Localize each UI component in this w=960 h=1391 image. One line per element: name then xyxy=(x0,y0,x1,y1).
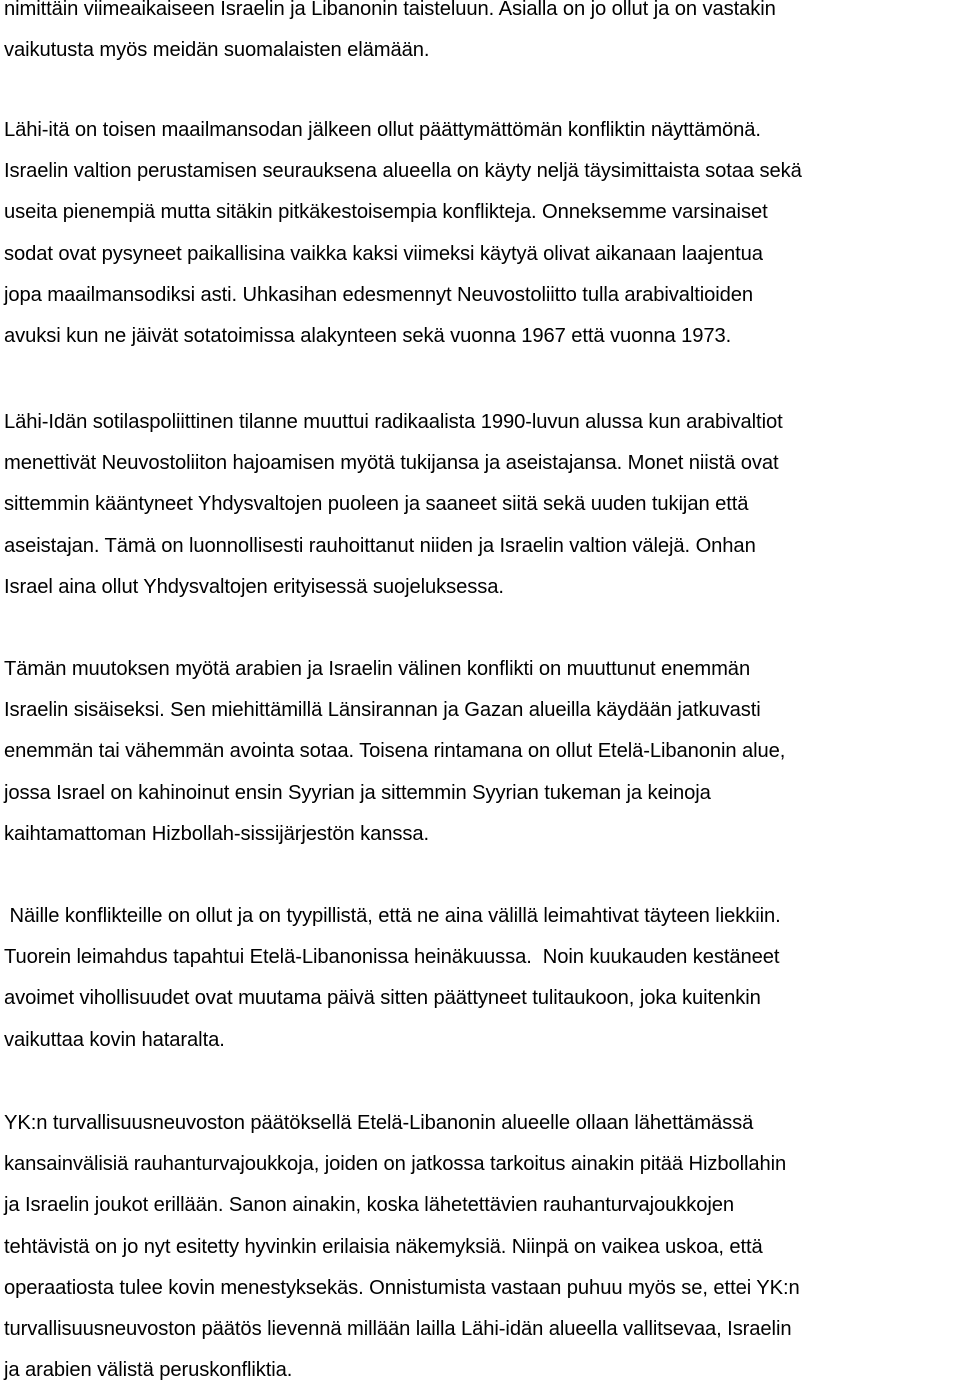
text-line: sodat ovat pysyneet paikallisina vaikka kaksi viimeksi käytyä olivat aikanaan laajentua xyxy=(4,242,763,265)
text-line: turvallisuusneuvoston päätös lievennä millään lailla Lähi-idän alueella vallitsevaa, Israelin xyxy=(4,1318,792,1341)
paragraph-3 xyxy=(4,402,783,608)
text-line: Israelin sisäiseksi. Sen miehittämillä Länsirannan ja Gazan alueilla käydään jatkuvasti xyxy=(4,699,761,722)
text-line: kansainvälisiä rauhanturvajoukkoja, joiden on jatkossa tarkoitus ainakin pitää Hizbollahin xyxy=(4,1153,787,1176)
text-line: Tuorein leimahdus tapahtui Etelä-Libanonissa heinäkuussa. Noin kuukauden kestäneet xyxy=(4,946,780,969)
paragraph-6 xyxy=(4,1103,800,1391)
text-line: aseistajan. Tämä on luonnollisesti rauhoittanut niiden ja Israelin valtion välejä. Onhan xyxy=(4,534,756,557)
text-line: vaikuttaa kovin hataralta. xyxy=(4,1028,225,1051)
text-line: vaikutusta myös meidän suomalaisten elämään. xyxy=(4,39,430,62)
text-line: ja arabien välistä peruskonfliktia. xyxy=(4,1359,293,1382)
paragraph-5 xyxy=(4,896,781,1061)
text-line: YK:n turvallisuusneuvoston päätöksellä Etelä-Libanonin alueelle ollaan lähettämässä xyxy=(4,1112,754,1134)
text-line: useita pienempiä mutta sitäkin pitkäkestoisempia konflikteja. Onneksemme varsinaiset xyxy=(4,201,768,224)
text-line: Lähi-itä on toisen maailmansodan jälkeen ollut päättymättömän konfliktin näyttämönä. xyxy=(4,119,761,141)
text-line: Israelin valtion perustamisen seurauksena alueella on käyty neljä täysimittaista sotaa sekä xyxy=(4,160,802,183)
text-line: jossa Israel on kahinoinut ensin Syyrian ja sittemmin Syyrian tukeman ja keinoja xyxy=(4,781,711,804)
text-line: nimittäin viimeaikaiseen Israelin ja Libanonin taisteluun. Asialla on jo ollut ja on vastakin xyxy=(4,0,776,20)
text-line: enemmän tai vähemmän avointa sotaa. Toisena rintamana on ollut Etelä-Libanonin alue, xyxy=(4,740,786,763)
text-line: jopa maailmansodiksi asti. Uhkasihan edesmennyt Neuvostoliitto tulla arabivaltioiden xyxy=(4,283,754,306)
text-line: sittemmin kääntyneet Yhdysvaltojen puoleen ja saaneet siitä sekä uuden tukijan että xyxy=(4,493,749,516)
text-line: Tämän muutoksen myötä arabien ja Israelin välinen konflikti on muuttunut enemmän xyxy=(4,658,751,680)
text-line: ja Israelin joukot erillään. Sanon ainakin, koska lähetettävien rauhanturvajoukkojen xyxy=(4,1194,735,1217)
text-line: Israel aina ollut Yhdysvaltojen erityisessä suojeluksessa. xyxy=(4,575,504,598)
text-line: avuksi kun ne jäivät sotatoimissa alakynteen sekä vuonna 1967 että vuonna 1973. xyxy=(4,325,732,348)
text-line: avoimet vihollisuudet ovat muutama päivä sitten päättyneet tulitaukoon, joka kuitenkin xyxy=(4,987,761,1010)
text-line: tehtävistä on jo nyt esitetty hyvinkin erilaisia näkemyksiä. Niinpä on vaikea uskoa, että xyxy=(4,1235,763,1258)
text-line: kaihtamattoman Hizbollah-sissijärjestön kanssa. xyxy=(4,822,430,845)
paragraph-1 xyxy=(4,0,776,71)
text-line: Näille konflikteille on ollut ja on tyypillistä, että ne aina välillä leimahtivat täyteen liekkiin. xyxy=(4,905,781,927)
paragraph-2 xyxy=(4,110,802,357)
paragraph-4 xyxy=(4,649,785,855)
text-line: Lähi-Idän sotilaspoliittinen tilanne muuttui radikaalista 1990-luvun alussa kun arabivaltiot xyxy=(4,411,783,433)
text-line: menettivät Neuvostoliiton hajoamisen myötä tukijansa ja aseistajansa. Monet niistä ovat xyxy=(4,452,779,475)
text-line: operaatiosta tulee kovin menestyksekäs. Onnistumista vastaan puhuu myös se, ettei YK:n xyxy=(4,1276,800,1299)
